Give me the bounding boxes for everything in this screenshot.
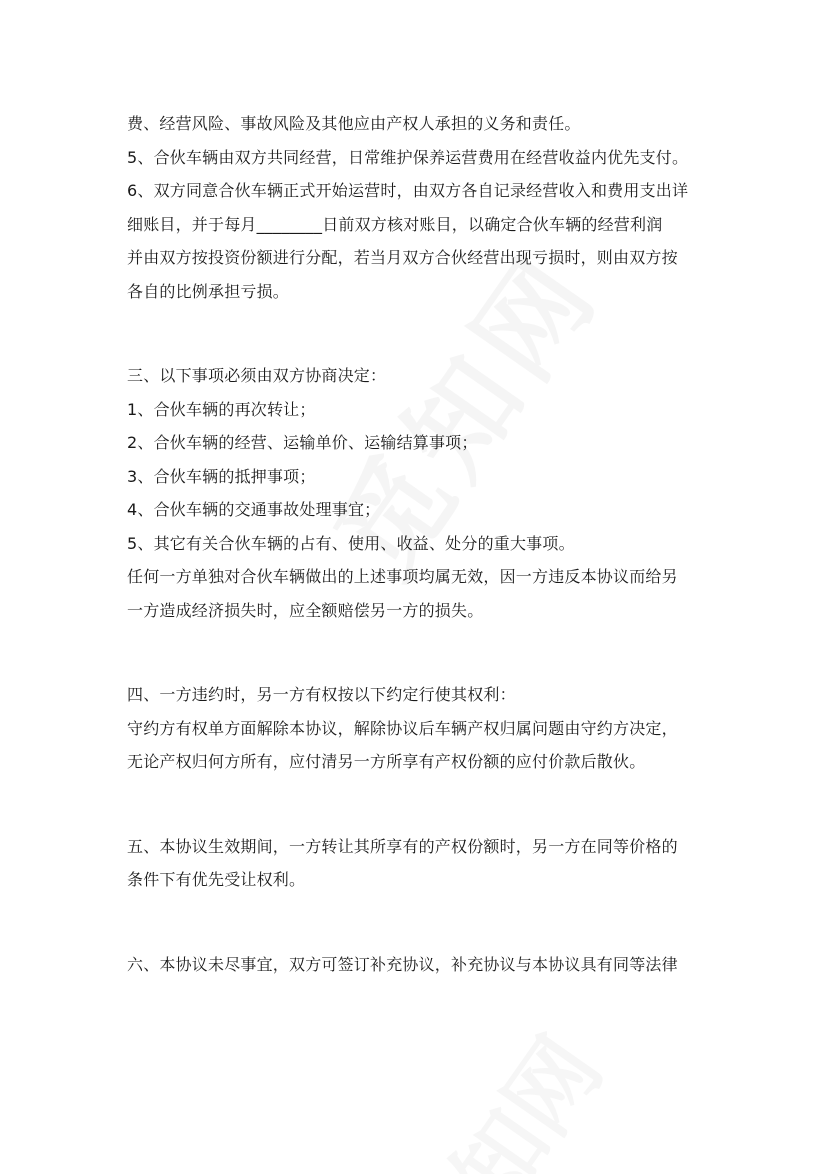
paragraph-line: 条件下有优先受让权利。 (127, 870, 306, 889)
paragraph-line: 各自的比例承担亏损。 (127, 281, 290, 301)
section-heading: 六、本协议未尽事宜，双方可签订补充协议，补充协议与本协议具有同等法律 (127, 954, 678, 974)
paragraph-line: 守约方有权单方面解除本协议，解除协议后车辆产权归属问题由守约方决定， (127, 718, 678, 738)
paragraph-line: 细账目，并于每月________日前双方核对账目，以确定合伙车辆的经营利润 (127, 214, 663, 234)
section-heading: 四、一方违约时，另一方有权按以下约定行使其权利： (127, 685, 516, 704)
list-item: 1、合伙车辆的再次转让； (127, 399, 316, 419)
document-body (127, 107, 712, 981)
paragraph-line: 5、合伙车辆由双方共同经营，日常维护保养运营费用在经营收益内优先支付。 (127, 147, 689, 167)
section-heading: 三、以下事项必须由双方协商决定： (127, 366, 387, 385)
paragraph-gap (127, 627, 712, 678)
paragraph-line: 6、双方同意合伙车辆正式开始运营时，由双方各自记录经营收入和费用支出详 (127, 181, 689, 200)
paragraph-line: 无论产权归何方所有，应付清另一方所享有产权份额的应付价款后散伙。 (127, 752, 646, 771)
paragraph-gap (127, 308, 712, 359)
list-item: 4、合伙车辆的交通事故处理事宜； (127, 500, 381, 519)
paragraph-line: 费、经营风险、事故风险及其他应由产权人承担的义务和责任。 (127, 114, 581, 133)
paragraph-line: 一方造成经济损失时，应全额赔偿另一方的损失。 (127, 600, 484, 620)
paragraph-gap (127, 779, 712, 830)
paragraph-line: 并由双方按投资份额进行分配，若当月双方合伙经营出现亏损时，则由双方按 (127, 248, 678, 267)
list-item: 5、其它有关合伙车辆的占有、使用、收益、处分的重大事项。 (127, 533, 575, 553)
paragraph-line: 任何一方单独对合伙车辆做出的上述事项均属无效，因一方违反本协议而给另 (127, 567, 678, 586)
paragraph-gap (127, 897, 712, 948)
section-heading: 五、本协议生效期间，一方转让其所享有的产权份额时，另一方在同等价格的 (127, 836, 678, 856)
list-item: 2、合伙车辆的经营、运输单价、运输结算事项； (127, 433, 478, 452)
list-item: 3、合伙车辆的抵押事项； (127, 466, 316, 486)
watermark-fragment (364, 1007, 625, 1174)
